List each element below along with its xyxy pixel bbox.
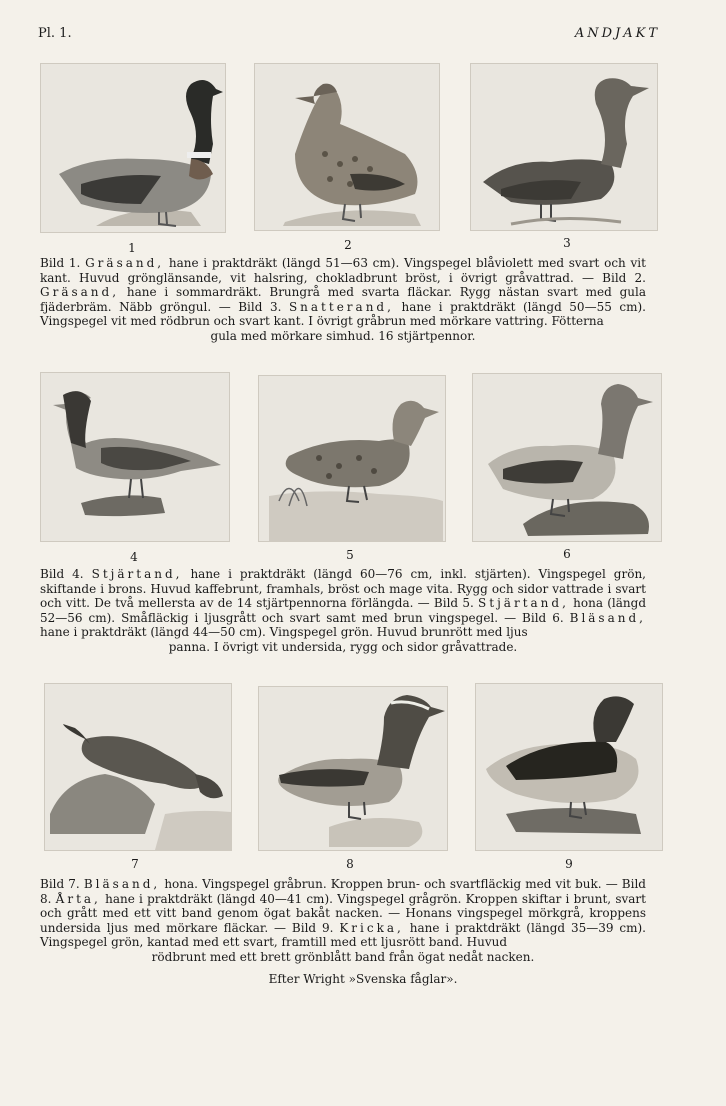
figure-8-garganey-drake xyxy=(258,686,448,851)
duck-illustration xyxy=(471,64,657,230)
duck-illustration xyxy=(255,64,439,230)
figure-6-wigeon-drake xyxy=(472,373,662,542)
figure-number-8: 8 xyxy=(346,857,354,871)
figure-number-4: 4 xyxy=(130,550,138,564)
duck-illustration xyxy=(259,687,447,850)
duck-illustration xyxy=(41,373,229,541)
duck-illustration xyxy=(259,376,445,541)
figure-number-1: 1 xyxy=(128,241,136,255)
figure-2-mallard-hen xyxy=(254,63,440,231)
figure-number-9: 9 xyxy=(565,857,573,871)
caption-block-2: Bild 4. Stjärtand, hane i praktdräkt (längd 60—76 cm, inkl. stjärten). Vingspegel grön, skiftande i brons. Huvud kaffebrunt, framhals, bröst och mage vita. Rygg och sidor vattrade i svart och vitt. De två mellersta av de 14 stjärtpennorna förlängda. — Bild 5. Stjärtand, hona (längd 52—56 cm). Småfläckig i ljusgrått och svart samt med brun vingspegel. — Bild 6. Bläsand, hane i praktdräkt (längd 44—50 cm). Vingspegel grön. Huvud brunrött med ljus panna. I övrigt vit undersida, rygg och sidor gråvattrade. xyxy=(40,567,646,654)
duck-illustration xyxy=(476,684,662,850)
duck-illustration xyxy=(473,374,661,541)
figure-number-6: 6 xyxy=(563,547,571,561)
page-title: ANDJAKT xyxy=(574,26,660,41)
source-credit: Efter Wright »Svenska fåglar». xyxy=(268,972,458,986)
figure-7-wigeon-hen xyxy=(44,683,232,851)
caption-block-3: Bild 7. Bläsand, hona. Vingspegel gråbrun. Kroppen brun- och svartfläckig med vit buk. — Bild 8. Årta, hane i praktdräkt (längd 40—41 cm). Vingspegel grågrön. Kroppen skiftar i brunt, svart och grått med ett vitt band genom ögat bakåt nacken. — Honans vingspegel mörkgrå, kroppens undersida ljus med mörkare fläckar. — Bild 9. Kricka, hane i praktdräkt (längd 35—39 cm). Vingspegel grön, kantad med ett svart, framtill med ett ljusrött band. Huvud rödbrunt med ett brett grönblått band från ögat nedåt nacken. xyxy=(40,877,646,964)
figure-4-pintail-drake xyxy=(40,372,230,542)
figure-5-pintail-hen xyxy=(258,375,446,542)
figure-number-3: 3 xyxy=(563,236,571,250)
duck-illustration xyxy=(45,684,231,850)
caption-block-1: Bild 1. Gräsand, hane i praktdräkt (längd 51—63 cm). Vingspegel blåviolett med svart och vit kant. Huvud grönglänsande, vit halsring, chokladbrunt bröst, i övrigt gråvattrad. — Bild 2. Gräsand, hane i sommardräkt. Brungrå med svarta fläckar. Rygg nästan svart med gula fjäderbräm. Näbb gröngul. — Bild 3. Snatterand, hane i praktdräkt (längd 50—55 cm). Vingspegel vit med rödbrun och svart kant. I övrigt gråbrun med mörkare vattring. Fötterna gula med mörkare simhud. 16 stjärtpennor. xyxy=(40,256,646,343)
figure-3-gadwall-drake xyxy=(470,63,658,231)
figure-number-2: 2 xyxy=(344,238,352,252)
figure-number-7: 7 xyxy=(131,857,139,871)
figure-9-teal-drake xyxy=(475,683,663,851)
duck-illustration xyxy=(41,64,225,232)
plate-number: Pl. 1. xyxy=(38,26,72,41)
figure-1-mallard-drake xyxy=(40,63,226,233)
figure-number-5: 5 xyxy=(346,548,354,562)
